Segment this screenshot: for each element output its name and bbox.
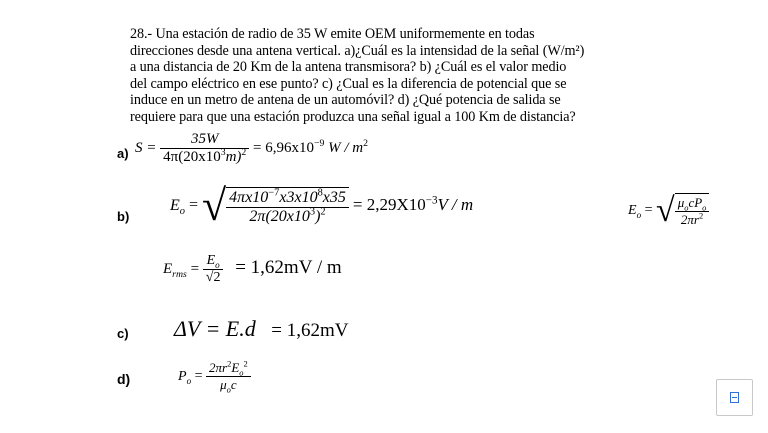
part-b-label: b): [117, 209, 130, 224]
problem-line: induce en un metro de antena de un automóvil? d) ¿Qué potencia de salida se: [130, 92, 561, 109]
eq-b-result: = $2,29X10^{-3}V$ / m: [352, 194, 474, 214]
page-view-icon: [730, 392, 739, 403]
eq-rms-result: = 1,62mV / m: [235, 256, 342, 278]
eq-a-result: = $6,96x10^{-9}$ W / $m^2$: [253, 137, 368, 156]
equation-d: $P_o$ = $\frac{2\pi r^2E_o^2}{\mu_oc}$: [178, 360, 251, 393]
equation-b-general: $E_o$ = √ $\frac{\mu_ocP_o}{2\pi r^2}$: [628, 193, 709, 228]
eq-a-fraction: [160, 131, 249, 166]
equation-c: ΔV = E.d = 1,62mV: [174, 316, 349, 341]
eq-a-numerator: 35W: [190, 131, 219, 147]
equation-rms: $E_{rms}$ = $\frac{E_o}{√2}$ = 1,62mV / m: [163, 253, 342, 285]
part-d-label: d): [117, 371, 131, 387]
equation-a: [135, 131, 368, 166]
problem-line: requiere para que una estación produzca una señal igual a 100 Km de distancia?: [130, 108, 576, 125]
part-a-label: a): [117, 146, 129, 161]
problem-line: direcciones desde una antena vertical. a)¿Cuál es la intensidad de la señal (W/m²): [130, 42, 585, 59]
problem-line: 28.- Una estación de radio de 35 W emite OEM uniformemente en todas: [130, 26, 535, 42]
problem-statement: [130, 26, 640, 126]
problem-line: del campo eléctrico en ese punto? c) ¿Cual es la diferencia de potencial que se: [130, 75, 567, 92]
equation-b: $E_o$ = √ $\frac{4\pi x10^{-7}x3x10^8x35}{2\pi(20x10^3)^2}$ = $2,29X10^{-3}V$ / m: [170, 181, 474, 230]
eq-b-sqrt: √ $\frac{4\pi x10^{-7}x3x10^8x35}{2\pi(20x10^3)^2}$: [202, 184, 349, 228]
eq-b-lhs: $E_o$: [170, 196, 185, 217]
problem-line: a una distancia de 20 Km de la antena transmisora? b) ¿Cuál es el valor medio: [130, 59, 567, 76]
page-view-button[interactable]: [716, 379, 753, 416]
eq-a-lhs: S =: [135, 139, 157, 156]
eq-a-denominator: $4\pi(20x10^3m)^2$: [160, 148, 249, 166]
part-c-label: c): [117, 326, 129, 341]
